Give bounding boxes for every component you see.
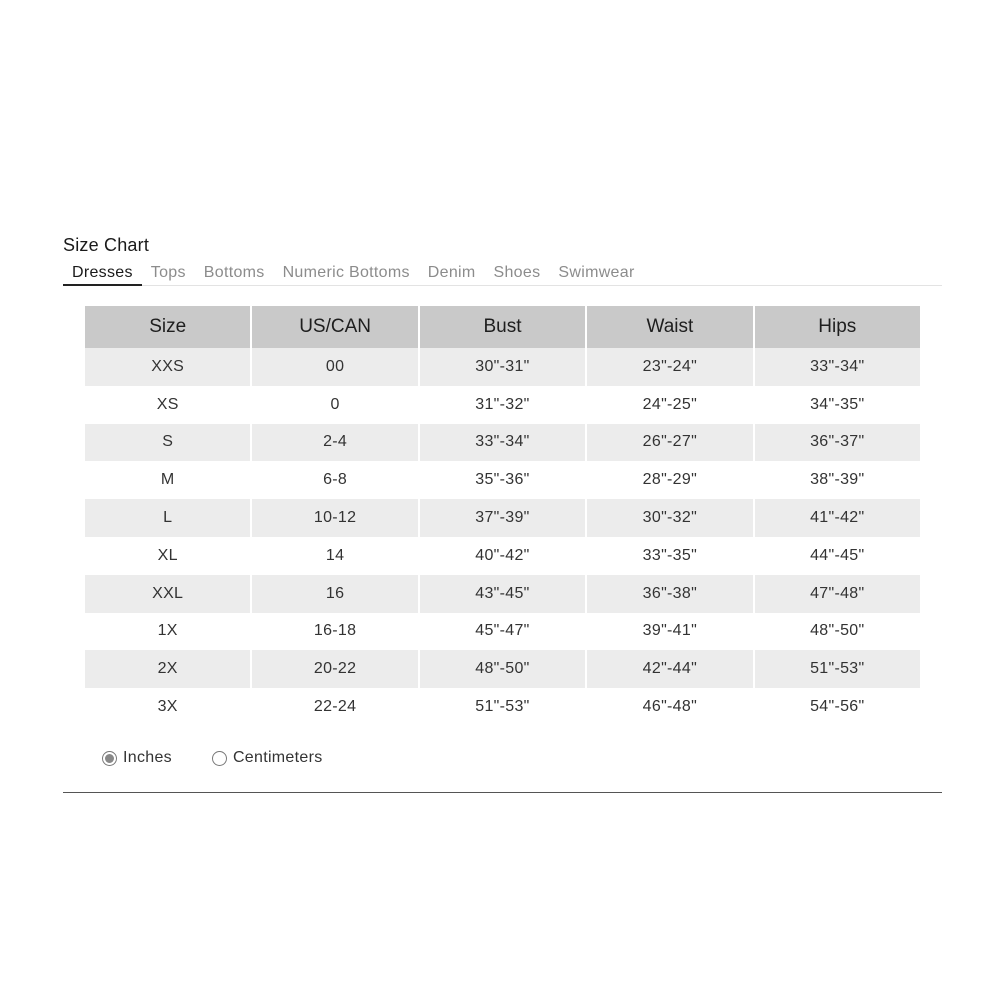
cell-bust: 37"-39" [420, 499, 585, 537]
cell-hips: 54"-56" [810, 698, 865, 716]
cell-us-can: 22-24 [313, 698, 357, 716]
cell-bust: 43"-45" [420, 575, 585, 613]
cell-bust: 33"-34" [420, 424, 585, 462]
inches-option[interactable] [102, 749, 172, 767]
cell-hips: 47"-48" [755, 575, 920, 613]
cell-size: M [160, 471, 175, 489]
centimeters-label: Centimeters [232, 749, 323, 766]
cell-hips: 51"-53" [755, 650, 920, 688]
header-bust: Bust [420, 306, 585, 348]
cell-bust: 51"-53" [475, 698, 530, 716]
table-row [85, 575, 920, 613]
cell-us-can: 16 [252, 575, 417, 613]
cell-waist: 33"-35" [642, 546, 698, 564]
radio-selected-dot [105, 754, 114, 763]
inches-radio[interactable] [102, 751, 117, 766]
cell-size: L [85, 499, 250, 537]
cell-waist: 46"-48" [642, 698, 698, 716]
tab-bottoms[interactable]: Bottoms [203, 264, 265, 281]
cell-hips: 38"-39" [810, 471, 865, 489]
table-row [85, 650, 920, 688]
cell-bust: 31"-32" [475, 395, 530, 413]
bottom-divider [63, 792, 942, 793]
cell-bust: 40"-42" [475, 546, 530, 564]
cell-size: XXL [85, 575, 250, 613]
cell-size: XS [156, 395, 179, 413]
cell-us-can: 14 [325, 546, 345, 564]
cell-waist: 24"-25" [642, 395, 698, 413]
cell-waist: 30"-32" [587, 499, 752, 537]
table-header-row [85, 306, 920, 348]
cell-us-can: 2-4 [252, 424, 417, 462]
tab-denim[interactable]: Denim [427, 264, 476, 281]
cell-us-can: 0 [330, 395, 340, 413]
cell-size: 1X [157, 622, 178, 640]
tab-dresses[interactable]: Dresses [63, 262, 142, 286]
tab-swimwear[interactable]: Swimwear [558, 264, 635, 281]
cell-us-can: 20-22 [252, 650, 417, 688]
category-tabs [63, 262, 942, 286]
cell-us-can: 00 [252, 348, 417, 386]
table-row [85, 424, 920, 462]
cell-hips: 44"-45" [810, 546, 865, 564]
cell-size: XXS [85, 348, 250, 386]
cell-hips: 41"-42" [755, 499, 920, 537]
table-row [85, 461, 920, 499]
cell-waist: 26"-27" [587, 424, 752, 462]
header-size: Size [85, 306, 250, 348]
cell-hips: 36"-37" [755, 424, 920, 462]
table-body [85, 348, 920, 726]
inches-label: Inches [123, 749, 172, 766]
cell-waist: 39"-41" [642, 622, 698, 640]
centimeters-radio[interactable] [212, 751, 227, 766]
table-row [85, 537, 920, 575]
centimeters-option[interactable] [212, 749, 323, 767]
table-row [85, 348, 920, 386]
page-title: Size Chart [63, 235, 150, 255]
tab-tops[interactable]: Tops [150, 264, 186, 281]
header-us-can: US/CAN [252, 306, 417, 348]
cell-size: 2X [85, 650, 250, 688]
cell-size: 3X [157, 698, 178, 716]
cell-hips: 48"-50" [810, 622, 865, 640]
cell-waist: 42"-44" [587, 650, 752, 688]
size-table [83, 306, 922, 726]
cell-us-can: 10-12 [252, 499, 417, 537]
tab-numeric-bottoms[interactable]: Numeric Bottoms [282, 264, 410, 281]
cell-hips: 33"-34" [755, 348, 920, 386]
cell-waist: 23"-24" [587, 348, 752, 386]
header-waist: Waist [587, 306, 752, 348]
cell-waist: 36"-38" [587, 575, 752, 613]
cell-bust: 45"-47" [475, 622, 530, 640]
cell-size: S [85, 424, 250, 462]
cell-hips: 34"-35" [810, 395, 865, 413]
cell-bust: 35"-36" [475, 471, 530, 489]
cell-waist: 28"-29" [642, 471, 698, 489]
unit-selector [102, 749, 323, 767]
cell-size: XL [157, 546, 178, 564]
cell-bust: 30"-31" [420, 348, 585, 386]
header-hips: Hips [755, 306, 920, 348]
table-row [85, 499, 920, 537]
cell-us-can: 16-18 [313, 622, 357, 640]
tab-shoes[interactable]: Shoes [493, 264, 541, 281]
cell-us-can: 6-8 [323, 471, 348, 489]
table-row [85, 613, 920, 651]
table-row [85, 386, 920, 424]
table-row [85, 688, 920, 726]
cell-bust: 48"-50" [420, 650, 585, 688]
